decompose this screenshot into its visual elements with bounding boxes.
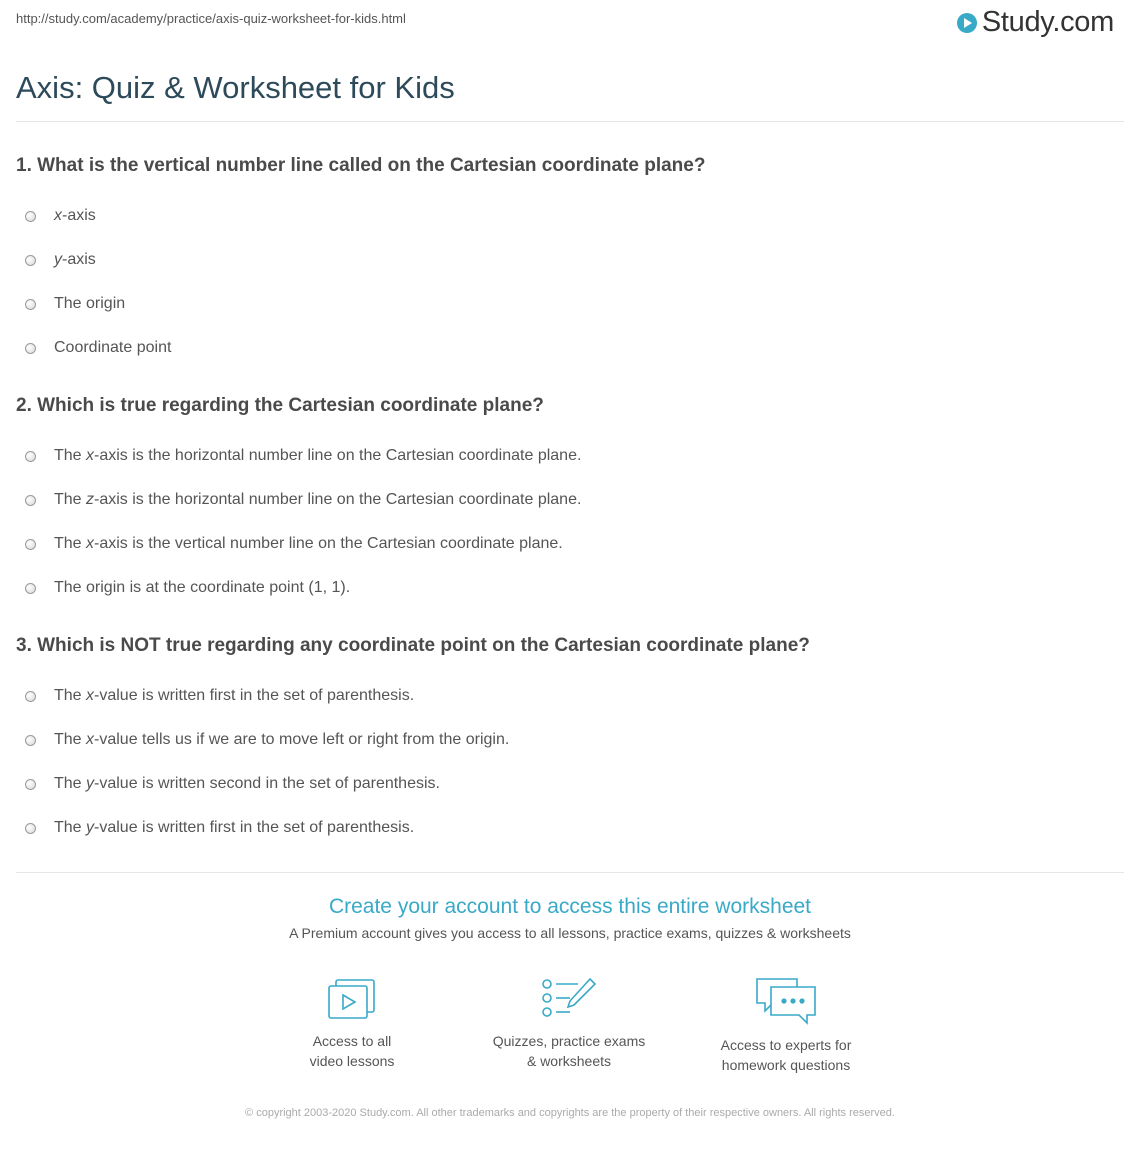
video-lessons-icon bbox=[325, 975, 379, 1023]
option-text: The x-axis is the vertical number line on the Cartesian coordinate plane. bbox=[54, 535, 563, 552]
answer-option[interactable] bbox=[16, 762, 1124, 806]
answer-option[interactable] bbox=[16, 194, 1124, 238]
option-text: The y-value is written second in the set of parenthesis. bbox=[54, 775, 440, 792]
radio-button[interactable] bbox=[25, 539, 36, 550]
option-text: y-axis bbox=[54, 251, 96, 268]
answer-option[interactable] bbox=[16, 566, 1124, 610]
question-text: 3. Which is NOT true regarding any coordinate point on the Cartesian coordinate plane? bbox=[16, 635, 810, 656]
radio-button[interactable] bbox=[25, 779, 36, 790]
option-text: The z-axis is the horizontal number line on the Cartesian coordinate plane. bbox=[54, 491, 582, 508]
cta-title-link[interactable]: Create your account to access this entire worksheet bbox=[328, 895, 812, 918]
question-2 bbox=[16, 395, 1124, 610]
chat-bubbles-icon bbox=[753, 975, 819, 1027]
radio-button[interactable] bbox=[25, 583, 36, 594]
feature-quizzes bbox=[469, 975, 669, 1071]
radio-button[interactable] bbox=[25, 343, 36, 354]
page-url: http://study.com/academy/practice/axis-quiz-worksheet-for-kids.html bbox=[16, 11, 406, 26]
option-text: The x-axis is the horizontal number line on the Cartesian coordinate plane. bbox=[54, 447, 582, 464]
question-1 bbox=[16, 155, 1124, 370]
answer-option[interactable] bbox=[16, 674, 1124, 718]
radio-button[interactable] bbox=[25, 255, 36, 266]
answer-option[interactable] bbox=[16, 806, 1124, 850]
option-text: The x-value tells us if we are to move left or right from the origin. bbox=[54, 731, 510, 748]
logo-text: Study.com bbox=[981, 6, 1114, 38]
radio-button[interactable] bbox=[25, 299, 36, 310]
option-text: The origin is at the coordinate point (1, 1). bbox=[54, 579, 351, 596]
radio-button[interactable] bbox=[25, 735, 36, 746]
feature-label: Access to all video lessons bbox=[309, 1033, 395, 1069]
feature-experts bbox=[686, 975, 886, 1075]
answer-option[interactable] bbox=[16, 326, 1124, 370]
feature-label: Access to experts for homework questions bbox=[720, 1037, 852, 1073]
cta-subtitle: A Premium account gives you access to all lessons, practice exams, quizzes & worksheets bbox=[289, 925, 851, 941]
option-text: Coordinate point bbox=[54, 339, 172, 356]
answer-option[interactable] bbox=[16, 718, 1124, 762]
answer-option[interactable] bbox=[16, 434, 1124, 478]
answer-option[interactable] bbox=[16, 282, 1124, 326]
study-logo[interactable] bbox=[956, 6, 1114, 39]
radio-button[interactable] bbox=[25, 495, 36, 506]
radio-button[interactable] bbox=[25, 691, 36, 702]
study-logo-icon bbox=[956, 12, 978, 34]
answer-option[interactable] bbox=[16, 238, 1124, 282]
option-text: The y-value is written first in the set of parenthesis. bbox=[54, 819, 415, 836]
page-title: Axis: Quiz & Worksheet for Kids bbox=[16, 70, 455, 105]
radio-button[interactable] bbox=[25, 211, 36, 222]
option-text: The origin bbox=[54, 295, 126, 312]
answer-option[interactable] bbox=[16, 478, 1124, 522]
answer-option[interactable] bbox=[16, 522, 1124, 566]
cta-divider bbox=[16, 872, 1124, 873]
quiz-checklist-icon bbox=[540, 975, 598, 1023]
radio-button[interactable] bbox=[25, 823, 36, 834]
copyright-notice: © copyright 2003-2020 Study.com. All other trademarks and copyrights are the property of their respective owners. All rights reserved. bbox=[245, 1107, 895, 1119]
option-text: x-axis bbox=[54, 207, 96, 224]
question-text: 1. What is the vertical number line called on the Cartesian coordinate plane? bbox=[16, 155, 706, 176]
title-divider bbox=[16, 121, 1124, 122]
feature-label: Quizzes, practice exams & worksheets bbox=[492, 1033, 646, 1069]
question-3 bbox=[16, 635, 1124, 850]
option-text: The x-value is written first in the set of parenthesis. bbox=[54, 687, 415, 704]
question-text: 2. Which is true regarding the Cartesian coordinate plane? bbox=[16, 395, 544, 416]
radio-button[interactable] bbox=[25, 451, 36, 462]
signup-cta bbox=[0, 895, 1140, 941]
feature-video-lessons bbox=[252, 975, 452, 1071]
